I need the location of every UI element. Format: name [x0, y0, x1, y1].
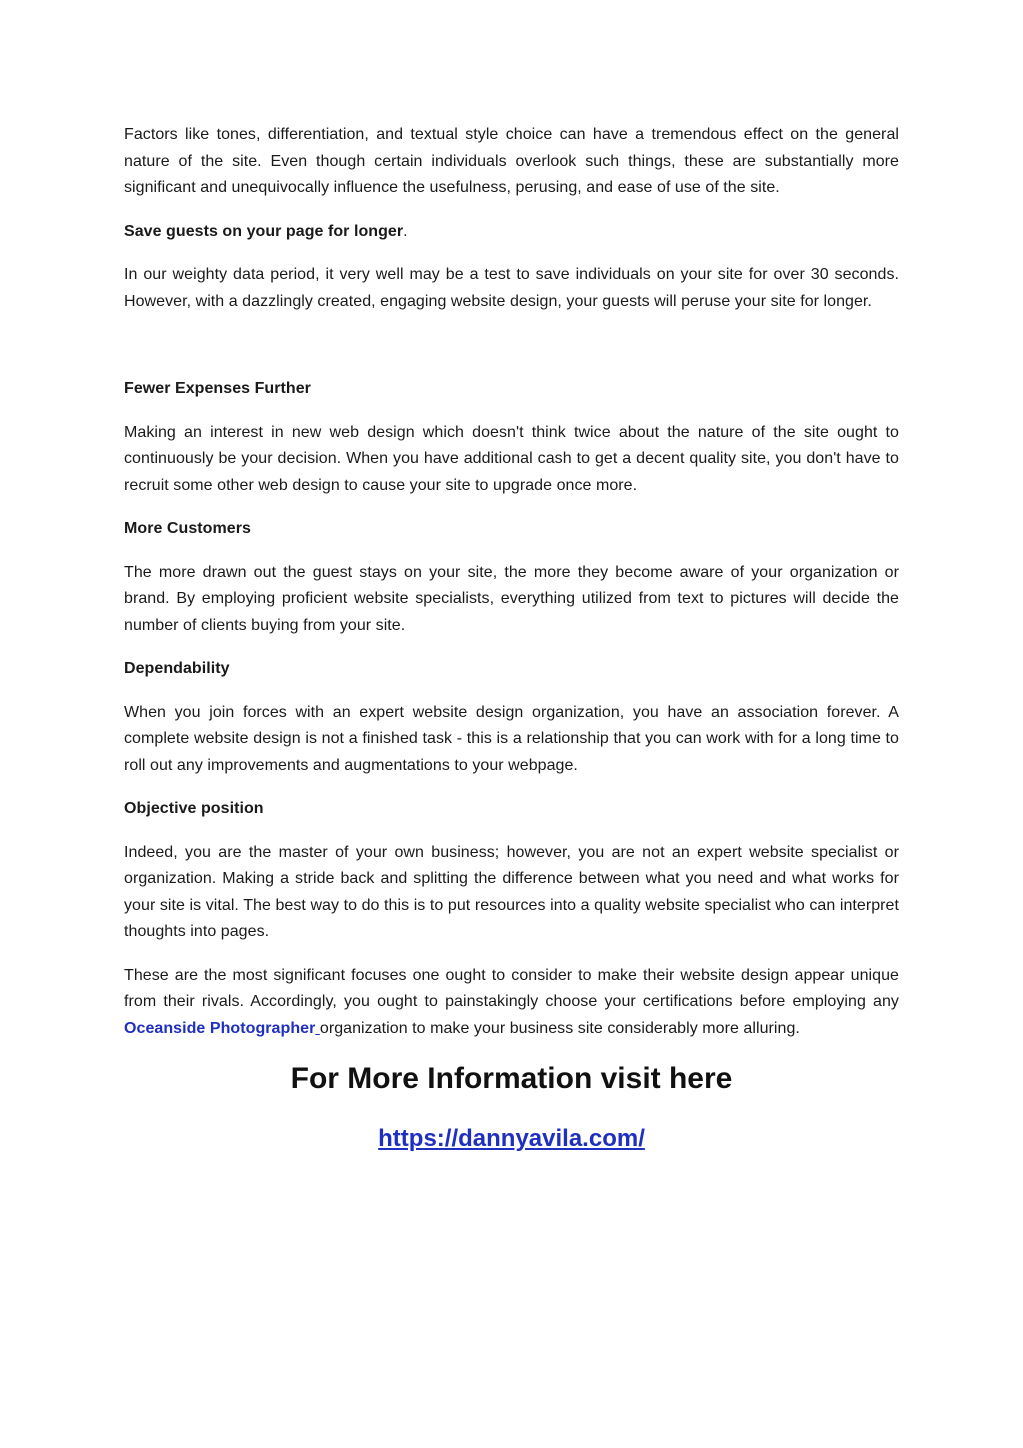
objective-position-paragraph: Indeed, you are the master of your own business; however, you are not an expert website specialist or organization. Making a stride back and splitting the difference between what you need and what works for your site is vital. The best way to do this is to put resources into a quality website specialist who can interpret thoughts into pages. [124, 843, 899, 940]
dependability-paragraph: When you join forces with an expert website design organization, you have an association forever. A complete website design is not a finished task - this is a relationship that you can work with for a long time to roll out any improvements and augmentations to your webpage. [124, 703, 899, 774]
closing-text-after-link: organization to make your business site considerably more alluring. [319, 1019, 800, 1037]
save-guests-heading [124, 219, 899, 246]
closing-paragraph [124, 963, 899, 1043]
save-guests-heading-text: Save guests on your page for longer [124, 222, 404, 240]
save-guests-heading-period: . [403, 222, 408, 240]
more-customers-paragraph: The more drawn out the guest stays on your site, the more they become aware of your organization or brand. By employing proficient website specialists, everything utilized from text to pictures will decide the number of clients buying from your site. [124, 563, 899, 634]
save-guests-paragraph: In our weighty data period, it very well may be a test to save individuals on your site for over 30 seconds. However, with a dazzlingly created, engaging website design, your guests will peruse your site for longer. [124, 266, 899, 310]
document-page [124, 122, 899, 1153]
more-customers-heading: More Customers [124, 520, 251, 537]
fewer-expenses-heading: Fewer Expenses Further [124, 380, 311, 397]
oceanside-photographer-link-text: Oceanside Photographer [124, 1019, 316, 1037]
url-container [124, 1125, 899, 1153]
fewer-expenses-paragraph: Making an interest in new web design which doesn't think twice about the nature of the site ought to continuously be your decision. When you have additional cash to get a decent quality site, you don't have to recruit some other web design to cause your site to upgrade once more. [124, 423, 899, 494]
intro-paragraph: Factors like tones, differentiation, and textual style choice can have a tremendous effect on the general nature of the site. Even though certain individuals overlook such things, these are substantially more significant and unequivocally influence the usefulness, perusing, and ease of use of the site. [124, 126, 899, 196]
closing-text-before-link: These are the most significant focuses one ought to consider to make their website design appear unique from their rivals. Accordingly, you ought to painstakingly choose your certifications before employing any [124, 966, 899, 1010]
objective-position-heading: Objective position [124, 800, 264, 817]
more-info-title: For More Information visit here [290, 1062, 733, 1095]
oceanside-photographer-link[interactable] [124, 1020, 320, 1037]
section-spacer [124, 332, 899, 376]
website-url-link[interactable]: https://dannyavila.com/ [378, 1125, 645, 1152]
dependability-heading: Dependability [124, 660, 230, 677]
